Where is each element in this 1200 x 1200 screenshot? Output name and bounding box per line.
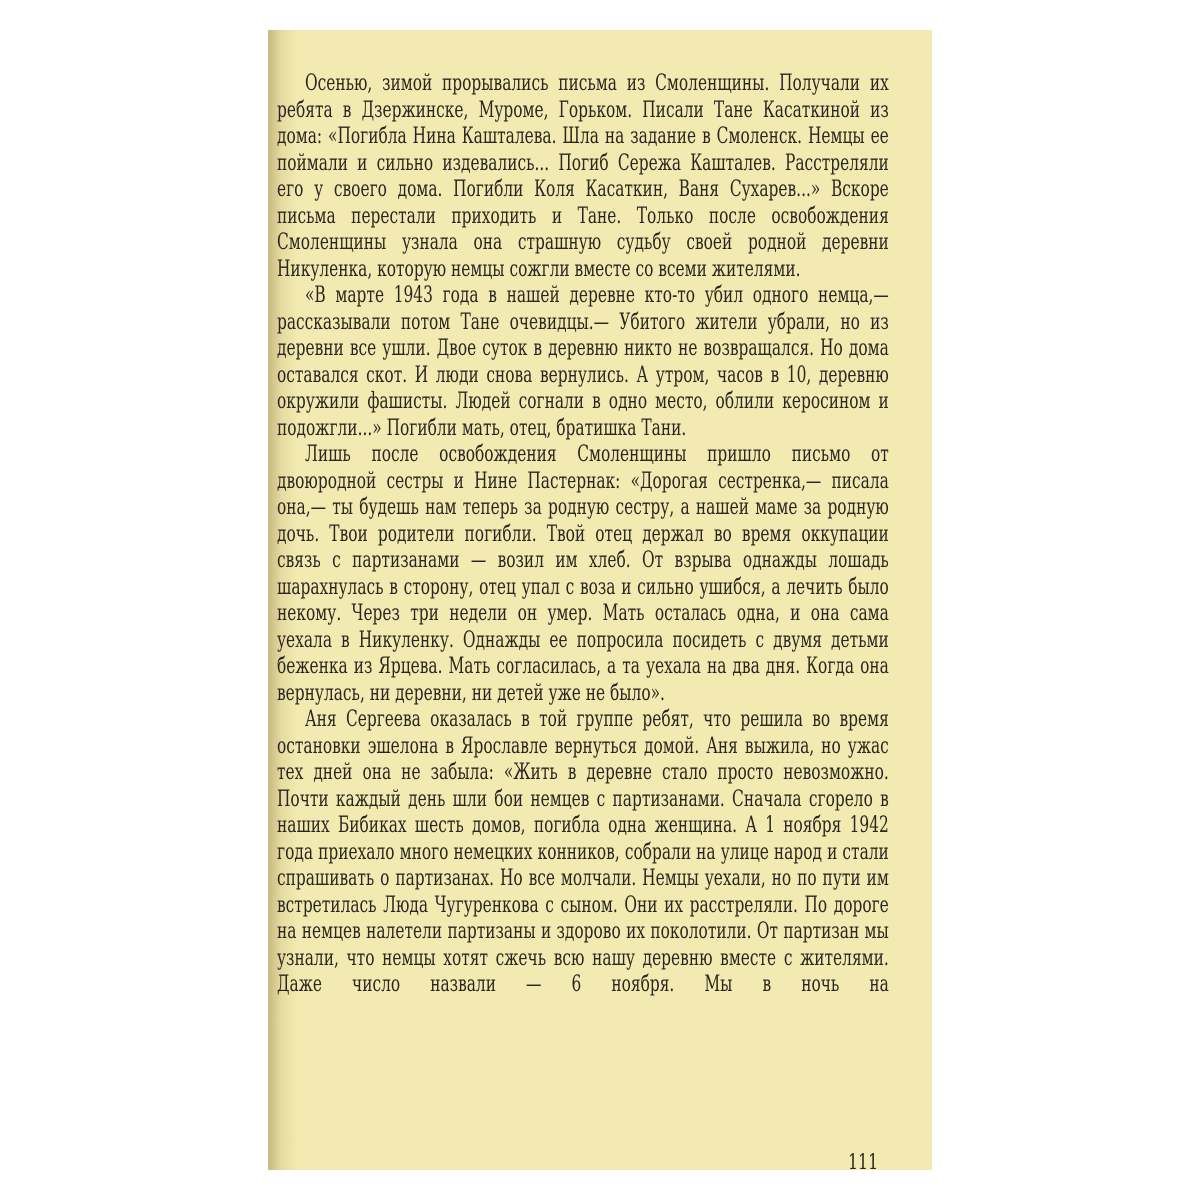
page-number: 111 — [847, 1150, 878, 1174]
paragraph-anya-sergeeva: Аня Сергеева оказалась в той группе ребят, что решила во время остановки эшелона в Ярославле вернуться домой. Аня выжила, но ужас тех дней она не забыла: «Жить в деревне стало просто невозможно. Почти каждый день шли бои немцев с партизанами. Сначала сгорело в наших Бибиках шесть домов, погибла одна женщина. А 1 ноября 1942 года приехало много немецких конников, собрали на улице народ и стали спрашивать о партизанах. Но все молчали. Немцы уехали, но по пути им встретилась Люда Чугуренкова с сыном. Они их расстреляли. По дороге на немцев налетели партизаны и здорово их поколотили. От партизан мы узнали, что немцы хотят сжечь всю нашу деревню вместе с жителями. Даже число назвали — 6 ноября. Мы в ночь на — [277, 707, 889, 997]
paragraph-cousin-letter: Лишь после освобождения Смоленщины пришло письмо от двоюродной сестры и Нине Пастернак: «Дорогая сестренка,— писала она,— ты будешь нам теперь за родную сестру, а нашей маме за родную дочь. Твои родители погибли. Твой отец держал во время оккупации связь с партизанами — возил им хлеб. От взрыва однажды лошадь шарахнулась в сторону, отец упал с воза и сильно ушибся, а лечить было некому. Через три недели он умер. Мать осталась одна, и она сама уехала в Никуленку. Однажды ее попросила посидеть с двумя детьми беженка из Ярцева. Мать согласилась, а та уехала на два дня. Когда она вернулась, ни деревни, ни детей уже не было». — [277, 442, 889, 706]
paragraph-march-1943: «В марте 1943 года в нашей деревне кто-то убил одного немца,— рассказывали потом Тане очевидцы.— Убитого жители убрали, но из деревни все ушли. Двое суток в деревню никто не возвращался. Но дома оставался скот. И люди снова вернулись. А утром, часов в 10, деревню окружили фашисты. Людей согнали в одно место, облили керосином и подожгли...» Погибли мать, отец, братишка Тани. — [277, 283, 889, 441]
paragraph-letters: Осенью, зимой прорывались письма из Смоленщины. Получали их ребята в Дзержинске, Муроме, Горьком. Писали Тане Касаткиной из дома: «Погибла Нина Каштaлева. Шла на задание в Смоленск. Немцы ее поймали и сильно издевались... Погиб Сережа Каштaлев. Расстреляли его у своего дома. Погибли Коля Касаткин, Ваня Сухарев...» Вскоре письма перестали приходить и Тане. Только после освобождения Смоленщины узнала она страшную судьбу своей родной деревни Никуленка, которую немцы сожгли вместе со всеми жителями. — [277, 71, 889, 282]
book-page — [268, 30, 932, 1174]
page-text — [277, 71, 889, 999]
